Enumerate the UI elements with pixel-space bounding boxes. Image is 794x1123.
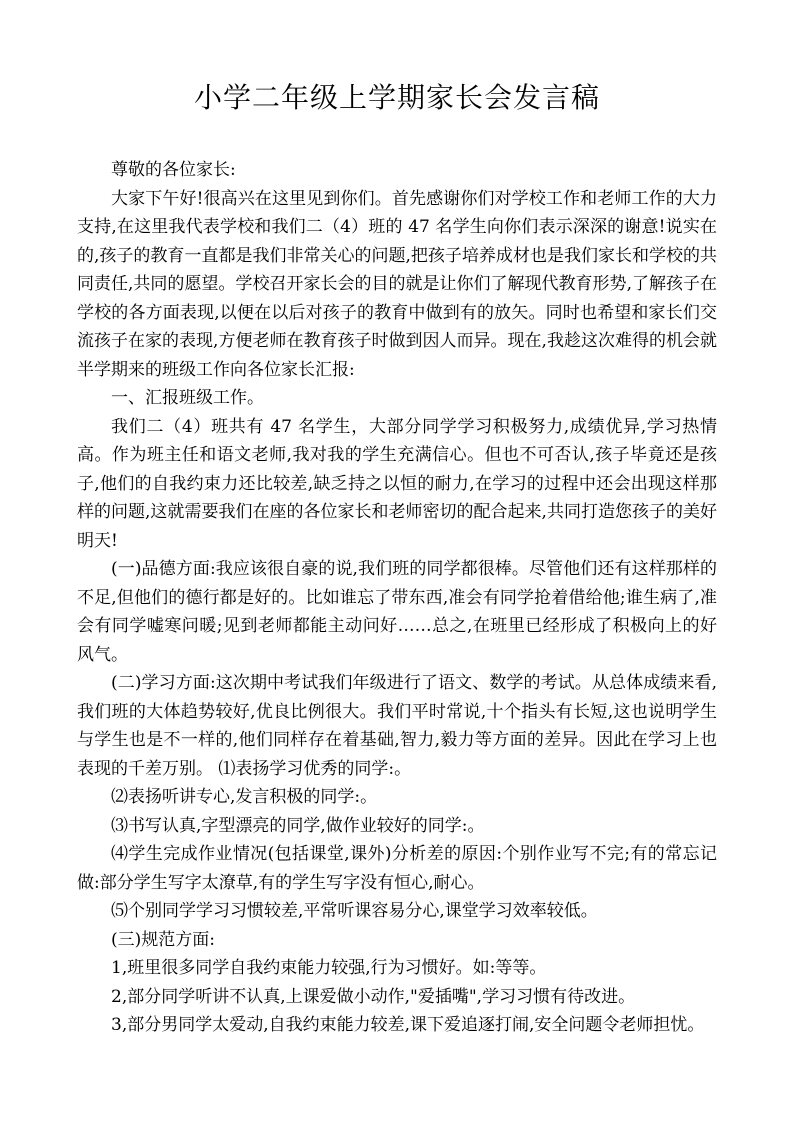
document-body xyxy=(77,156,717,1040)
section-heading-discipline: (三)规范方面: xyxy=(111,929,215,950)
paragraph-study-item-2: ⑵表扬听讲专心,发言积极的同学:。 xyxy=(111,787,378,807)
paragraph-salutation: 尊敬的各位家长: xyxy=(111,160,236,180)
paragraph-study-item-3: ⑶书写认真,字型漂亮的同学,做作业较好的同学:。 xyxy=(111,815,485,836)
paragraph-class-overview: 我们二（4）班共有 47 名学生，大部分同学学习积极努力,成绩优异,学习热情高。作为班主任和语文老师,我对我的学生充满信心。但也不可否认,孩子毕竟还是孩子,他们的自我约束力还比较差,缺乏持之以恒的耐力,在学习的过程中还会出现这样那样的问题,这就需要我们在座的各位家长和老师密切的配合起来,共同打造您孩子的美好明天! xyxy=(77,416,717,551)
document-title: 小学二年级上学期家长会发言稿 xyxy=(193,81,600,114)
paragraph-discipline-item-1: 1,班里很多同学自我约束能力较强,行为习惯好。如:等等。 xyxy=(111,958,547,978)
paragraph-discipline-item-3: 3,部分男同学太爱动,自我约束能力较差,课下爱追逐打闹,安全问题令老师担忧。 xyxy=(111,1015,705,1035)
section-heading-class-work: 一、汇报班级工作。 xyxy=(111,388,264,408)
paragraph-study: (二)学习方面:这次期中考试我们年级进行了语文、数学的考试。从总体成绩来看,我们班的大体趋势较好,优良比例很大。我们平时常说,十个指头有长短,这也说明学生与学生也是不一样的,他们同样存在着基础,智力,毅力等方面的差异。因此在学习上也表现的千差万别。 ⑴表扬学习优秀的同学:。 xyxy=(77,673,717,779)
paragraph-study-item-4: ⑷学生完成作业情况(包括课堂,课外)分析差的原因:个别作业写不完;有的常忘记做:部分学生写字太潦草,有的学生写字没有恒心,耐心。 xyxy=(77,844,717,893)
paragraph-morality: (一)品德方面:我应该很自豪的说,我们班的同学都很棒。尽管他们还有这样那样的不足,但他们的德行都是好的。比如谁忘了带东西,准会有同学抢着借给他;谁生病了,准会有同学嘘寒问暖;见到老师都能主动问好……总之,在班里已经形成了积极向上的好风气。 xyxy=(77,559,717,665)
paragraph-discipline-item-2: 2,部分同学听讲不认真,上课爱做小动作,"爱插嘴",学习习惯有待改进。 xyxy=(111,986,636,1007)
paragraph-study-item-5: ⑸个别同学学习习惯较差,平常听课容易分心,课堂学习效率较低。 xyxy=(111,901,598,921)
paragraph-greeting: 大家下午好!很高兴在这里见到你们。首先感谢你们对学校工作和老师工作的大力支持,在这里我代表学校和我们二（4）班的 47 名学生向你们表示深深的谢意!说实在的,孩子的教育一直都是我们非常关心的问题,把孩子培养成材也是我们家长和学校的共同责任,共同的愿望。学校召开家长会的目的就是让你们了解现代教育形势,了解孩子在学校的各方面表现,以便在以后对孩子的教育中做到有的放矢。同时也希望和家长们交流孩子在家的表现,方便老师在教育孩子时做到因人而异。现在,我趁这次难得的机会就半学期来的班级工作向各位家长汇报: xyxy=(77,188,717,380)
